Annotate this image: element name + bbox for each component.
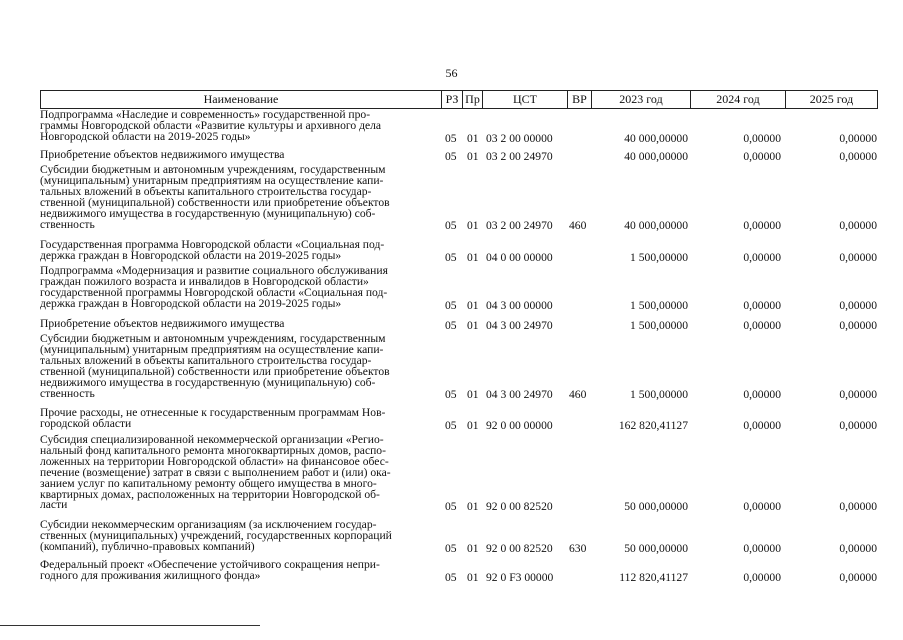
row-2024: 0,00000 [743, 219, 781, 232]
row-rz: 05 [445, 219, 457, 232]
row-name-line: ложенных на территории Новгородской области» на финансовое обес- [40, 454, 389, 468]
row-name-line: недвижимого имущества в государственную (муниципальную) соб- [40, 375, 376, 389]
row-pr: 01 [467, 299, 479, 312]
row-rz: 05 [445, 150, 457, 163]
row-2023: 112 820,41127 [619, 571, 688, 584]
row-name-line: Федеральный проект «Обеспечение устойчивого сокращения непри- [40, 558, 380, 571]
row-rz: 05 [445, 388, 457, 401]
row-2025: 0,00000 [839, 319, 877, 332]
row-pr: 01 [467, 542, 479, 555]
row-2025: 0,00000 [839, 219, 877, 232]
table-row [0, 110, 903, 145]
row-name-line: ственной (муниципальной) собственности или приобретение объектов [40, 195, 390, 209]
table-row [0, 319, 903, 332]
row-name-line: государственной программы Новгородской области «Социальная под- [40, 285, 388, 299]
row-name [40, 165, 436, 230]
row-name-line: держка граждан в Новгородской области на 2019-2025 годы» [40, 248, 342, 262]
row-cst: 03 2 00 24970 [486, 150, 553, 163]
row-name-line: квартирных домах, расположенных на территории Новгородской об- [40, 487, 380, 501]
row-2024: 0,00000 [743, 419, 781, 432]
row-2023: 40 000,00000 [624, 150, 688, 163]
row-name-line: ственность [40, 217, 95, 231]
row-name-line: Новгородской области на 2019-2025 годы» [40, 129, 251, 143]
row-name-line: Субсидии бюджетным и автономным учреждениям, государственным [40, 332, 386, 345]
table-row [0, 150, 903, 163]
row-name-line: граждан пожилого возраста и инвалидов в Новгородской области» [40, 274, 369, 288]
row-name-line: держка граждан в Новгородской области на 2019-2025 годы» [40, 296, 342, 310]
row-pr: 01 [467, 150, 479, 163]
row-rz: 05 [445, 542, 457, 555]
bottom-rule [0, 625, 260, 626]
row-2023: 1 500,00000 [630, 299, 688, 312]
table-row [0, 435, 903, 513]
table-row [0, 408, 903, 432]
row-name-line: Приобретение объектов недвижимого имущества [40, 148, 285, 161]
row-2025: 0,00000 [839, 132, 877, 145]
row-rz: 05 [445, 132, 457, 145]
row-name [40, 266, 436, 310]
row-pr: 01 [467, 219, 479, 232]
row-name-line: занием услуг по капитальному ремонту общего имущества в много- [40, 476, 377, 490]
row-cst: 92 0 F3 00000 [486, 571, 554, 584]
page-number: 56 [445, 66, 458, 80]
row-cst: 04 3 00 24970 [486, 319, 553, 332]
row-name-line: нальный фонд капитального ремонта многоквартирных домов, распо- [40, 443, 386, 457]
row-name-line: годного для проживания жилищного фонда» [40, 568, 261, 582]
header-name: Наименование [41, 91, 442, 108]
row-2025: 0,00000 [839, 150, 877, 163]
row-2024: 0,00000 [743, 500, 781, 513]
row-pr: 01 [467, 251, 479, 264]
row-cst: 92 0 00 82520 [486, 500, 553, 513]
row-cst: 04 3 00 24970 [486, 388, 553, 401]
row-name-line: ласти [40, 498, 68, 512]
row-2024: 0,00000 [743, 251, 781, 264]
row-2024: 0,00000 [743, 388, 781, 401]
row-2023: 1 500,00000 [630, 319, 688, 332]
row-2025: 0,00000 [839, 299, 877, 312]
row-2025: 0,00000 [839, 500, 877, 513]
row-2023: 1 500,00000 [630, 388, 688, 401]
row-name-line: Субсидии бюджетным и автономным учреждениям, государственным [40, 163, 386, 176]
row-cst: 92 0 00 00000 [486, 419, 553, 432]
row-pr: 01 [467, 419, 479, 432]
header-rz: РЗ [442, 91, 463, 108]
row-name [40, 435, 436, 511]
row-name-line: Субсидия специализированной некоммерческой организации «Регио- [40, 433, 384, 446]
row-2024: 0,00000 [743, 542, 781, 555]
row-2024: 0,00000 [743, 150, 781, 163]
row-name-line: ственных (муниципальных) учреждений, государственных корпораций [40, 528, 392, 542]
row-cst: 04 3 00 00000 [486, 299, 553, 312]
row-2025: 0,00000 [839, 571, 877, 584]
row-cst: 92 0 00 82520 [486, 542, 553, 555]
row-cst: 03 2 00 24970 [486, 219, 553, 232]
table-row [0, 334, 903, 401]
row-rz: 05 [445, 299, 457, 312]
row-2023: 1 500,00000 [630, 251, 688, 264]
row-2023: 40 000,00000 [624, 219, 688, 232]
row-name-line: ственной (муниципальной) собственности или приобретение объектов [40, 364, 390, 378]
row-2025: 0,00000 [839, 419, 877, 432]
row-rz: 05 [445, 571, 457, 584]
row-name-line: (муниципальным) унитарным предприятиям на осуществление капи- [40, 342, 384, 356]
row-rz: 05 [445, 319, 457, 332]
row-2024: 0,00000 [743, 299, 781, 312]
table-row [0, 520, 903, 555]
row-pr: 01 [467, 571, 479, 584]
row-2023: 40 000,00000 [624, 132, 688, 145]
row-name-line: (компаний), публично-правовых компаний) [40, 539, 255, 553]
row-name [40, 110, 436, 143]
row-name [40, 560, 436, 582]
row-2023: 162 820,41127 [618, 419, 688, 432]
row-name-line: печение (возмещение) затрат в связи с выполнением работ и (или) ока- [40, 465, 391, 479]
row-2025: 0,00000 [839, 542, 877, 555]
row-name-line: Приобретение объектов недвижимого имущества [40, 317, 285, 330]
header-cst: ЦСТ [483, 91, 568, 108]
table-row [0, 266, 903, 312]
row-name-line: ственность [40, 386, 95, 400]
row-rz: 05 [445, 419, 457, 432]
row-cst: 03 2 00 00000 [486, 132, 553, 145]
row-2023: 50 000,00000 [624, 542, 688, 555]
row-rz: 05 [445, 500, 457, 513]
row-pr: 01 [467, 500, 479, 513]
header-2024: 2024 год [691, 91, 786, 108]
table-row [0, 240, 903, 264]
row-rz: 05 [445, 251, 457, 264]
row-name [40, 240, 436, 262]
row-2024: 0,00000 [743, 132, 781, 145]
header-pr: Пр [463, 91, 483, 108]
table-row [0, 560, 903, 584]
row-pr: 01 [467, 319, 479, 332]
row-vr: 460 [569, 219, 587, 232]
row-name [40, 334, 436, 399]
header-vr: ВР [568, 91, 592, 108]
row-pr: 01 [467, 132, 479, 145]
row-name-line: (муниципальным) унитарным предприятиям на осуществление капи- [40, 173, 384, 187]
row-name-line: граммы Новгородской области «Развитие культуры и архивного дела [40, 118, 382, 132]
row-name-line: тальных вложений в объекты капитального строительства государ- [40, 184, 372, 198]
row-name-line: Прочие расходы, не отнесенные к государственным программам Нов- [40, 406, 386, 419]
row-2024: 0,00000 [743, 571, 781, 584]
row-name-line: Подпрограмма «Наследие и современность» государственной про- [40, 108, 371, 121]
row-name-line: Подпрограмма «Модернизация и развитие социального обслуживания [40, 264, 388, 277]
row-2024: 0,00000 [743, 319, 781, 332]
row-vr: 460 [569, 388, 587, 401]
row-name-line: недвижимого имущества в государственную (муниципальную) соб- [40, 206, 376, 220]
row-vr: 630 [569, 542, 587, 555]
row-2025: 0,00000 [839, 388, 877, 401]
row-name [40, 408, 436, 430]
row-2025: 0,00000 [839, 251, 877, 264]
row-name-line: Государственная программа Новгородской области «Социальная под- [40, 238, 385, 251]
header-2025: 2025 год [809, 92, 854, 106]
table-row [0, 165, 903, 232]
table-header [40, 90, 878, 109]
row-2023: 50 000,00000 [624, 500, 688, 513]
header-2023: 2023 год [592, 91, 691, 108]
row-name [40, 150, 436, 161]
row-name-line: городской области [40, 416, 132, 430]
row-name-line: тальных вложений в объекты капитального строительства государ- [40, 353, 372, 367]
row-name [40, 319, 436, 330]
row-name [40, 520, 436, 553]
row-name-line: Субсидии некоммерческим организациям (за исключением государ- [40, 518, 377, 531]
row-cst: 04 0 00 00000 [486, 251, 553, 264]
row-pr: 01 [467, 388, 479, 401]
